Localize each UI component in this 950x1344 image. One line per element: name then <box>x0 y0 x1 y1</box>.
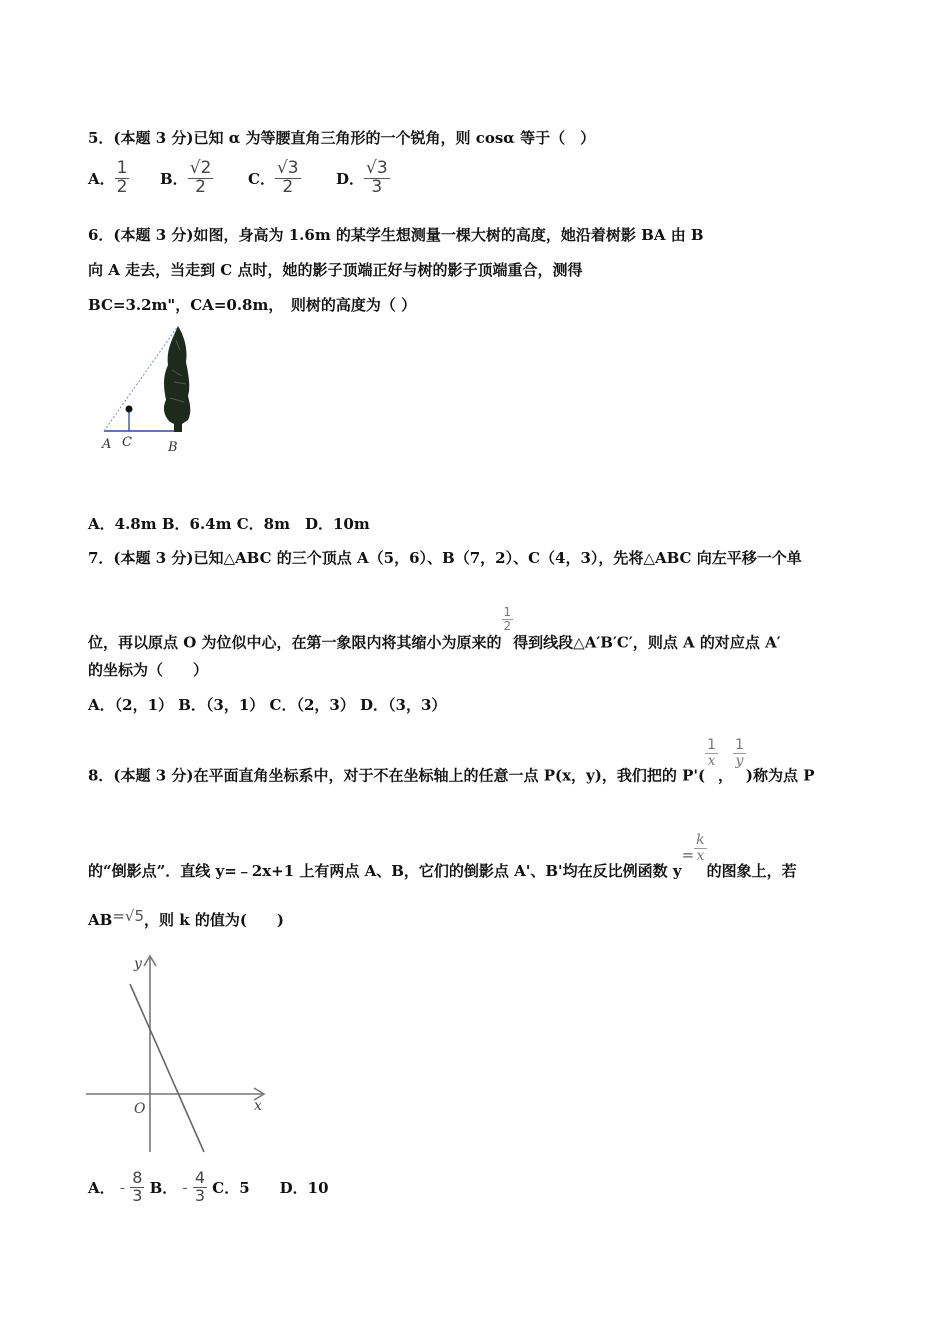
q5-b-fraction: $\frac{√2}{2}$ <box>189 158 212 197</box>
ab-sqrt5: =√5 <box>112 907 144 925</box>
q8-coordinate-figure <box>84 952 274 1162</box>
q6-options[interactable]: A．4.8m B．6.4m C．8m D．10m <box>88 515 370 533</box>
q5-option-a[interactable]: A． $\frac{1}{2}$ <box>88 158 128 197</box>
q6-stem-line3: BC=3.2m"，CA=0.8m， 则树的高度为（ ） <box>88 296 417 314</box>
q8-stem-line2: 的“倒影点”．直线 y=﹣2x+1 上有两点 A、B，它们的倒影点 A'、B'均在反比例函数 y= $\frac{k}{x}$ 的图象上，若 <box>88 832 797 880</box>
q6-stem-line2: 向 A 走去，当走到 C 点时，她的影子顶端正好与树的影子顶端重合，测得 <box>88 261 583 279</box>
x-label: x <box>254 1098 262 1114</box>
tree-icon <box>164 326 190 432</box>
q8-options[interactable]: A． - $\frac{8}{3}$ B． - $\frac{4}{3}$ C．5 D．10 <box>88 1168 329 1205</box>
label-c: C <box>122 435 132 450</box>
origin-label: O <box>134 1101 146 1117</box>
q8-stem-line3: AB=√5，则 k 的值为( ) <box>88 907 285 929</box>
q5-option-d[interactable]: D． $\frac{√3}{3}$ <box>336 158 388 197</box>
label-a: A <box>102 437 112 452</box>
q8-a-fraction: $\frac{8}{3}$ <box>132 1168 143 1205</box>
q8-frac-1-over-y: $\frac{1}{y}$ <box>735 737 744 769</box>
student-head <box>126 406 133 413</box>
q6-stem-line1: 6．(本题 3 分)如图，身高为 1.6m 的某学生想测量一棵大树的高度，她沿着树影 BA 由 B <box>88 226 704 244</box>
q7-stem-line3: 的坐标为（ ） <box>88 661 209 679</box>
q8-frac-1-over-x: $\frac{1}{x}$ <box>707 737 716 769</box>
q7-options[interactable]: A．（2，1） B．（3，1） C．（2，3） D．（3，3） <box>88 696 447 714</box>
label-b: B <box>168 440 178 455</box>
q7-half-fraction: $\frac{1}{2}$ <box>503 605 512 633</box>
y-label: y <box>134 956 142 972</box>
line-y-neg2x-plus1 <box>130 984 204 1152</box>
q5-d-fraction: $\frac{√3}{3}$ <box>366 158 388 197</box>
q6-tree-figure <box>96 320 216 460</box>
q7-stem-line2: 位，再以原点 O 为位似中心，在第一象限内将其缩小为原来的 $\frac{1}{2}$ 得到线段△A′B′C′，则点 A 的对应点 A′ <box>88 605 781 652</box>
q5-stem: 5．(本题 3 分)已知 α 为等腰直角三角形的一个锐角，则 cosα 等于（ ） <box>88 129 596 147</box>
q5-a-fraction: $\frac{1}{2}$ <box>116 158 128 197</box>
q8-frac-k-over-x: $\frac{k}{x}$ <box>696 832 705 864</box>
q5-option-b[interactable]: B． $\frac{√2}{2}$ <box>160 158 212 197</box>
q8-stem-line1: 8．(本题 3 分)在平面直角坐标系中，对于不在坐标轴上的任意一点 P(x，y)，我们把的 P'( $\frac{1}{x}$ ， $\frac{1}{y}$ )称为点 P <box>88 737 815 785</box>
q7-stem-line1: 7．(本题 3 分)已知△ABC 的三个顶点 A（5，6）、B（7，2）、C（4，3），先将△ABC 向左平移一个单 <box>88 549 802 567</box>
q8-b-fraction: $\frac{4}{3}$ <box>194 1168 206 1205</box>
q5-c-fraction: $\frac{√3}{2}$ <box>276 158 299 197</box>
q5-option-c[interactable]: C． $\frac{√3}{2}$ <box>248 158 299 197</box>
